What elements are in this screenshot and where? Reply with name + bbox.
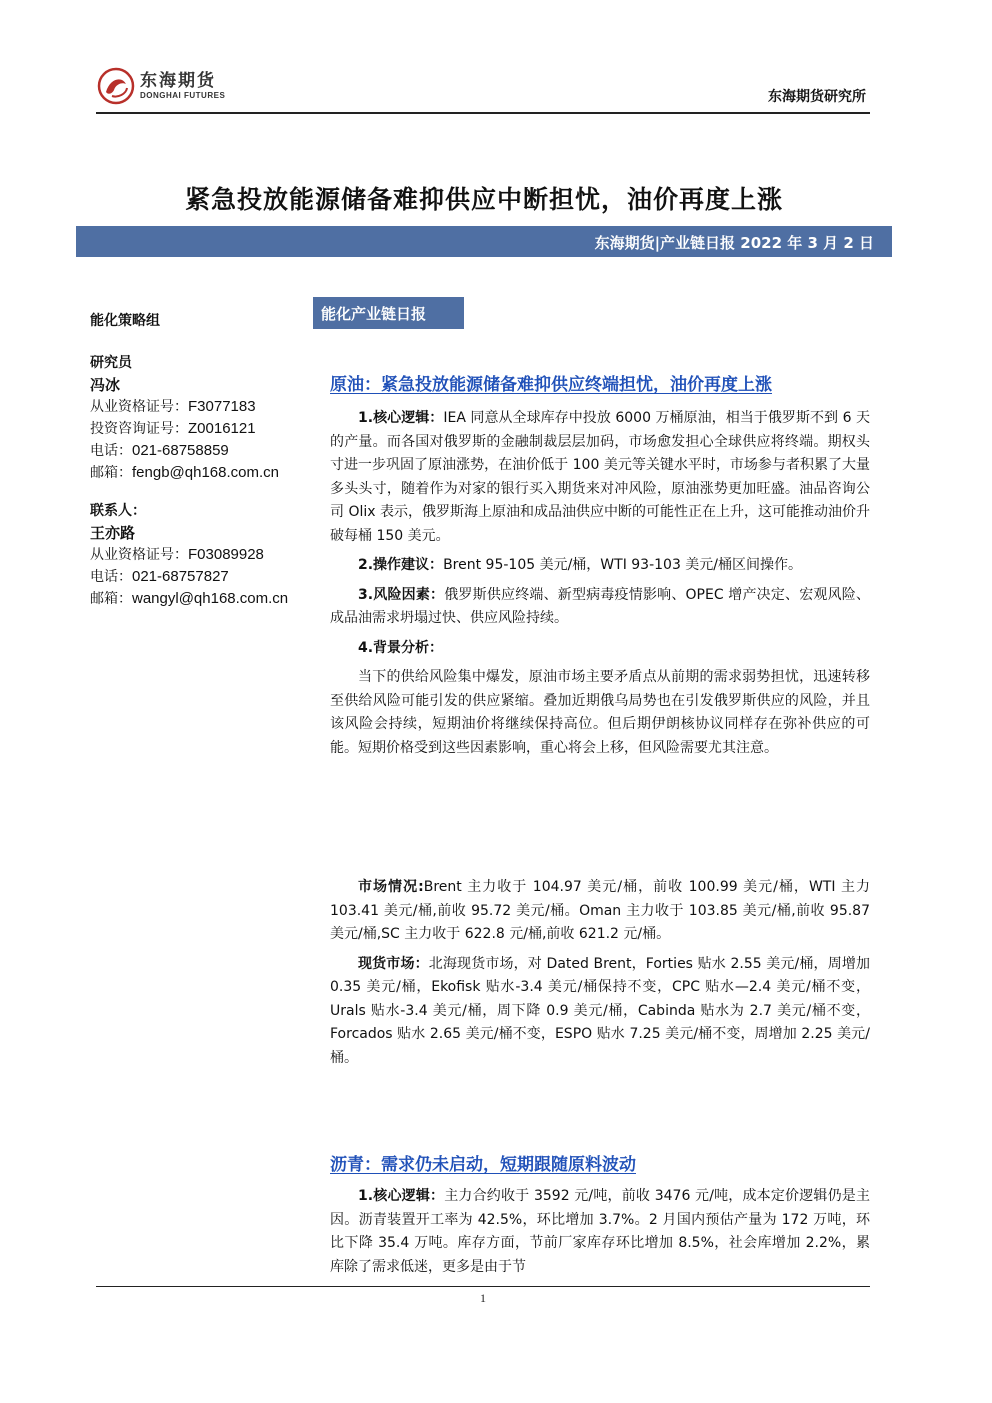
logo-english-name: DONGHAI FUTURES bbox=[140, 91, 226, 100]
company-logo bbox=[96, 64, 225, 108]
report-category-tag: 能化产业链日报 bbox=[313, 297, 464, 329]
crude-spot-market: 现货市场：北海现货市场，对 Dated Brent，Forties 贴水 2.55 美元/桶，周增加 0.35 美元/桶，Ekofisk 贴水-3.4 美元/桶保持不变，CPC 贴水—2.4 美元/桶不变，Urals 贴水-3.4 美元/桶，周下降 0.9 美元/桶，Cabinda 贴水为 2.7 美元/桶不变， Forcados 贴水 2.65 美元/桶不变，ESPO 贴水 7.25 美元/桶不变，周增加 2.25 美元/桶。 bbox=[330, 955, 870, 1066]
report-subtitle: 东海期货|产业链日报 2022 年 3 月 2 日 bbox=[594, 234, 874, 252]
dragon-logo-icon bbox=[96, 66, 136, 106]
institute-name: 东海期货研究所 bbox=[768, 89, 866, 105]
contact-email[interactable]: 邮箱：wangyl@qh168.com.cn bbox=[90, 590, 289, 607]
contact-qualification: 从业资格证号：F03089928 bbox=[90, 546, 264, 563]
team-name: 能化策略组 bbox=[90, 313, 160, 329]
page-header bbox=[96, 58, 870, 114]
researcher-label: 研究员 bbox=[90, 355, 132, 371]
crude-background-text: 当下的供给风险集中爆发，原油市场主要矛盾点从前期的需求弱势担忧，迅速转移至供给风险可能引发的供应紧缩。叠加近期俄乌局势也在引发俄罗斯供应的风险，并且该风险会持续，短期油价将继续保持高位。但后期伊朗核协议同样存在弥补供应的可能。短期价格受到这些因素影响，重心将会上移，但风险需要尤其注意。 bbox=[330, 669, 870, 756]
researcher-phone: 电话：021-68758859 bbox=[90, 442, 229, 459]
report-title: 紧急投放能源储备难抑供应中断担忧，油价再度上涨 bbox=[184, 185, 783, 214]
page-number: 1 bbox=[480, 1291, 486, 1305]
asphalt-section-title[interactable]: 沥青：需求仍未启动，短期跟随原料波动 bbox=[330, 1155, 636, 1175]
crude-market-section bbox=[330, 876, 870, 1076]
contact-name: 王亦路 bbox=[90, 524, 136, 542]
asphalt-core-logic: 1.核心逻辑：主力合约收于 3592 元/吨，前收 3476 元/吨，成本定价逻辑仍是主因。沥青装置开工率为 42.5%，环比增加 3.7%。2 月国内预估产量为 172 万吨，环比下降 35.4 万吨。库存方面，节前厂家库存环比增加 8.5%，社会库增加 2.2%，累库除了需求低迷，更多是由于节 bbox=[330, 1188, 870, 1275]
researcher-qualification: 从业资格证号：F3077183 bbox=[90, 398, 256, 415]
crude-core-logic: 1.核心逻辑：IEA 同意从全球库存中投放 6000 万桶原油，相当于俄罗斯不到 6 天的产量。而各国对俄罗斯的金融制裁层层加码，市场愈发担心全球供应将终端。期权头寸进一步巩固了原油涨势，在油价低于 100 美元等关键水平时，市场参与者积累了大量多头头寸，随着作为对家的银行买入期货来对冲风险，原油涨势更加旺盛。油品咨询公司 Olix 表示，俄罗斯海上原油和成品油供应中断的可能性正在上升，这可能推动油价升破每桶 150 美元。 bbox=[330, 410, 870, 544]
researcher-name: 冯冰 bbox=[90, 376, 121, 394]
report-subtitle-band bbox=[76, 226, 892, 257]
logo-chinese-name: 东海期货 bbox=[140, 71, 216, 91]
crude-background-label: 4.背景分析： bbox=[358, 639, 444, 656]
author-sidebar bbox=[90, 310, 315, 610]
contact-phone: 电话：021-68757827 bbox=[90, 568, 229, 585]
crude-risk-factors: 3.风险因素：俄罗斯供应终端、新型病毒疫情影响、OPEC 增产决定、宏观风险、成品油需求坍塌过快、供应风险持续。 bbox=[330, 586, 870, 626]
researcher-email[interactable]: 邮箱：fengb@qh168.com.cn bbox=[90, 464, 279, 481]
crude-market-situation: 市场情况:Brent 主力收于 104.97 美元/桶，前收 100.99 美元/桶，WTI 主力 103.41 美元/桶,前收 95.72 美元/桶。Oman 主力收于 103.85 美元/桶,前收 95.87 美元/桶,SC 主力收于 622.8 元/桶,前收 621.2 元/桶。 bbox=[330, 879, 870, 942]
page-footer bbox=[96, 1286, 870, 1305]
asphalt-section-body bbox=[330, 1185, 870, 1285]
crude-section-title[interactable]: 原油：紧急投放能源储备难抑供应终端担忧，油价再度上涨 bbox=[330, 375, 772, 395]
crude-section-body bbox=[330, 407, 870, 766]
contact-label: 联系人： bbox=[90, 503, 146, 519]
researcher-consulting-id: 投资咨询证号：Z0016121 bbox=[90, 420, 256, 437]
crude-operation-advice: 2.操作建议：Brent 95-105 美元/桶，WTI 93-103 美元/桶区间操作。 bbox=[358, 557, 803, 573]
